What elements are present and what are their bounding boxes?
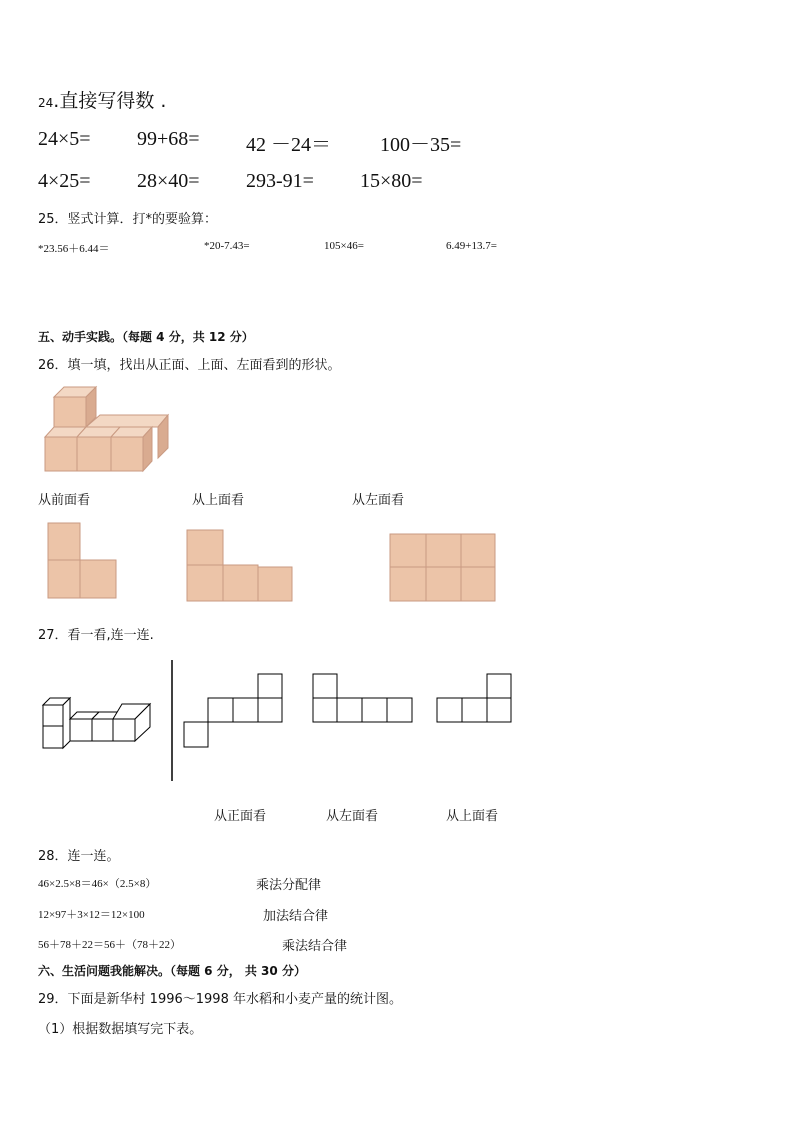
- q24-item-3: 42 －24＝: [246, 134, 331, 156]
- q24-item-8: 15×80=: [360, 170, 423, 192]
- q29-title: 29．下面是新华村 1996～1998 年水稻和小麦产量的统计图。: [38, 992, 402, 1007]
- q25-item-1: *23.56＋6.44＝: [38, 243, 110, 255]
- q26-front-view-shape: [48, 523, 118, 599]
- q28-equation-2: 12×97＋3×12＝12×100: [38, 909, 145, 921]
- q28-equation-1: 46×2.5×8＝46×（2.5×8）: [38, 878, 157, 890]
- q27-option-shape-3: [436, 673, 516, 725]
- q26-view-left-label: 从左面看: [352, 493, 405, 508]
- q27-cube-figure: [40, 695, 155, 751]
- q24-item-7: 293-91=: [246, 170, 314, 192]
- q24-item-2: 99+68=: [137, 128, 200, 150]
- q28-equation-3: 56＋78＋22＝56＋（78＋22）: [38, 939, 181, 951]
- q27-title: 27．看一看,连一连.: [38, 628, 154, 643]
- q29-subquestion-1: （1）根据数据填写完下表。: [38, 1022, 203, 1037]
- q24-item-4: 100－35=: [380, 134, 462, 156]
- q26-top-view-shape: [187, 530, 293, 602]
- q27-option-shape-2: [312, 673, 416, 725]
- q24-number: 24: [38, 96, 54, 110]
- section5-title: 五、动手实践。（每题 4 分，共 12 分）: [38, 330, 254, 344]
- q27-label-front: 从正面看: [214, 809, 267, 824]
- q25-title: 25．竖式计算．打*的要验算：: [38, 212, 218, 227]
- q27-option-shape-1: [183, 673, 285, 749]
- q25-item-2: *20-7.43=: [204, 240, 250, 252]
- q26-left-view-shape: [390, 534, 496, 602]
- q28-title: 28．连一连。: [38, 849, 120, 864]
- q27-label-top: 从上面看: [446, 809, 499, 824]
- q28-law-3: 乘法结合律: [282, 939, 348, 954]
- q26-view-top-label: 从上面看: [192, 493, 245, 508]
- q24-item-5: 4×25=: [38, 170, 91, 192]
- q24-item-1: 24×5=: [38, 128, 91, 150]
- section6-title: 六、生活问题我能解决。（每题 6 分， 共 30 分）: [38, 964, 306, 978]
- q26-cube-stack-figure: [40, 382, 180, 477]
- q27-label-left: 从左面看: [326, 809, 379, 824]
- q24-title: [38, 86, 166, 113]
- q28-law-2: 加法结合律: [263, 909, 329, 924]
- q26-title: 26．填一填，找出从正面、上面、左面看到的形状。: [38, 358, 341, 373]
- q25-item-4: 6.49+13.7=: [446, 240, 497, 252]
- q25-item-3: 105×46=: [324, 240, 364, 252]
- q24-title-text: .直接写得数 .: [53, 90, 167, 112]
- q28-law-1: 乘法分配律: [256, 878, 322, 893]
- q24-item-6: 28×40=: [137, 170, 200, 192]
- q26-view-front-label: 从前面看: [38, 493, 91, 508]
- q27-divider-line: [170, 660, 174, 782]
